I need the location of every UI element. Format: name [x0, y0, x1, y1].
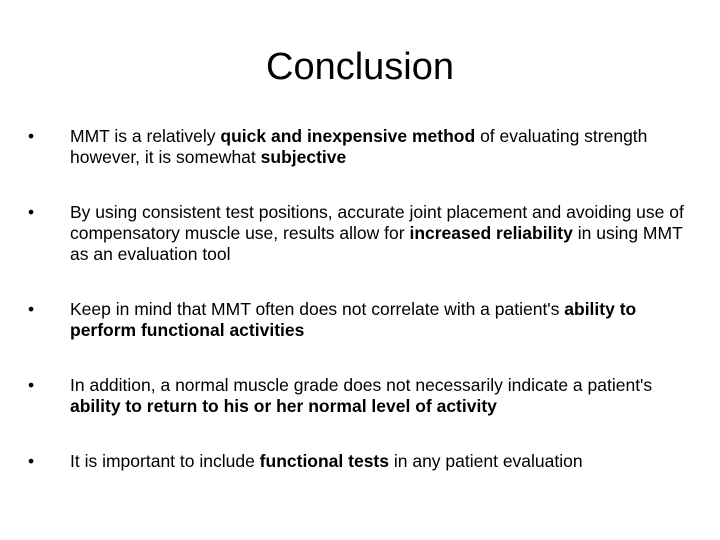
bullet-item: [28, 202, 693, 265]
bullet-dot-icon: •: [28, 126, 35, 146]
bullet-dot-icon: •: [28, 451, 35, 471]
text-segment: of evaluating strength however, it is somewhat: [70, 126, 648, 167]
bullet-text: [70, 202, 684, 264]
bullet-list: [28, 126, 693, 506]
bold-text-segment: ability to return to his or her normal level of activity: [70, 396, 497, 416]
bullet-item: [28, 451, 693, 472]
bullet-dot-icon: •: [28, 202, 35, 222]
bullet-text: [70, 451, 583, 471]
bold-text-segment: ability to perform functional activities: [70, 299, 637, 340]
text-segment: In addition, a normal muscle grade does not necessarily indicate a patient's: [70, 375, 653, 395]
bold-text-segment: increased reliability: [409, 223, 573, 243]
slide-title: Conclusion: [266, 46, 454, 88]
bullet-item: [28, 299, 693, 341]
text-segment: By using consistent test positions, accurate joint placement and avoiding use of compensatory muscle use, results allow for: [70, 202, 684, 243]
text-segment: It is important to include: [70, 451, 260, 471]
text-segment: Keep in mind that MMT often does not correlate with a patient's: [70, 299, 565, 319]
bullet-item: [28, 126, 693, 168]
bold-text-segment: quick and inexpensive method: [220, 126, 476, 146]
bullet-dot-icon: •: [28, 375, 35, 395]
text-segment: in any patient evaluation: [389, 451, 583, 471]
bullet-text: [70, 375, 652, 416]
text-segment: MMT is a relatively: [70, 126, 221, 146]
bullet-item: [28, 375, 693, 417]
text-segment: in using MMT as an evaluation tool: [70, 223, 683, 264]
bullet-dot-icon: •: [28, 299, 35, 319]
bullet-text: [70, 126, 647, 167]
bold-text-segment: functional tests: [259, 451, 389, 471]
bullet-text: [70, 299, 636, 340]
bold-text-segment: subjective: [260, 147, 347, 167]
